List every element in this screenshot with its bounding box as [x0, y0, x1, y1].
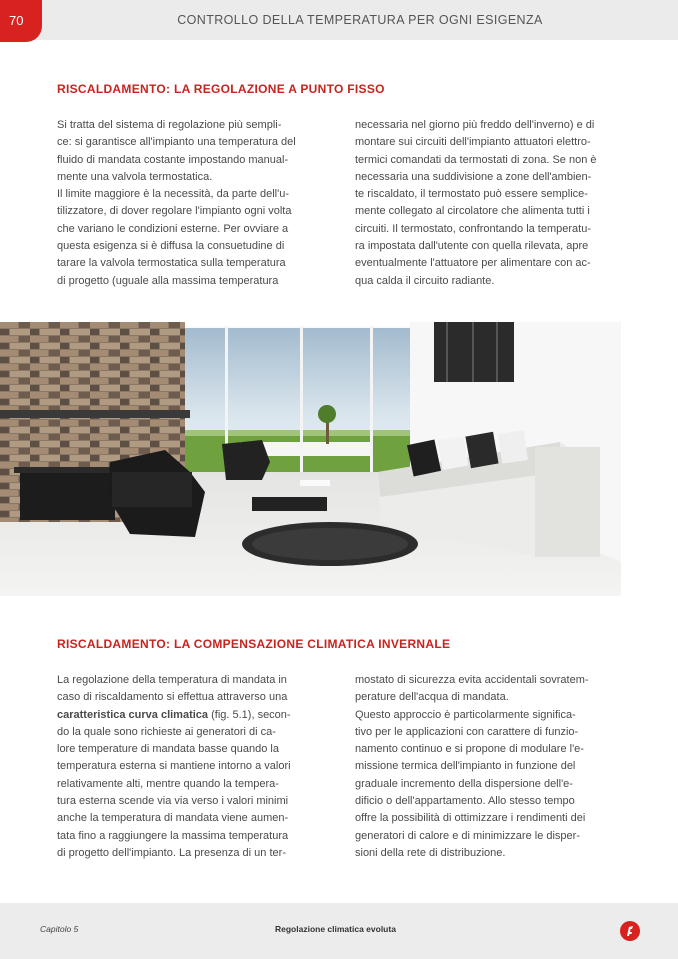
text-line: Questo approccio è particolarmente significa- — [355, 708, 576, 721]
living-room-photo — [0, 322, 621, 596]
text-fragment: (fig. 5.1), secon- — [208, 708, 291, 721]
text-line: graduale incremento della dispersione dell'e- — [355, 777, 573, 790]
text-line: eventualmente l'attuatore per alimentare con ac- — [355, 257, 591, 270]
text-line: qua calda il circuito radiante. — [355, 274, 495, 287]
text-line: montare sui circuiti dell'impianto attuatori elettro- — [355, 136, 591, 149]
text-line: tura esterna scende via via verso i valori minimi — [57, 795, 289, 808]
section-heading-fixed-point: RISCALDAMENTO: LA REGOLAZIONE A PUNTO FISSO — [57, 82, 385, 96]
text-line: necessaria una suddivisione a zone dell'ambien- — [355, 170, 592, 183]
text-line: do la quale sono richieste ai generatori di ca- — [57, 725, 276, 738]
text-line: namento continuo e si propone di modulare l'e- — [355, 743, 584, 756]
text-line: circuiti. Il termostato, confrontando la temperatu- — [355, 222, 591, 235]
page-footer — [0, 903, 678, 959]
text-line: ra impostata dall'utente con quella rilevata, apre — [355, 240, 589, 253]
section2-left-column — [57, 672, 322, 862]
text-line: tata fino a raggiungere la massima temperatura — [57, 829, 289, 842]
section2-right-column — [355, 672, 621, 862]
text-line: mente una valvola termostatica. — [57, 170, 213, 183]
text-line: tarare la valvola termostatica sulla temperatura — [57, 257, 286, 270]
brand-logo-icon — [620, 921, 640, 941]
bold-term: caratteristica curva climatica — [57, 708, 209, 721]
text-line: di progetto (uguale alla massima temperatura — [57, 274, 279, 287]
section-heading-climatic-compensation: RISCALDAMENTO: LA COMPENSAZIONE CLIMATICA INVERNALE — [57, 637, 451, 651]
text-line: sioni della rete di distribuzione. — [355, 846, 506, 859]
text-line: necessaria nel giorno più freddo dell'inverno) e di — [355, 119, 595, 131]
text-line: mente collegato al circolatore che alimenta tutti i — [355, 205, 590, 218]
page-number-badge: 70 — [0, 0, 42, 42]
text-line: offre la possibilità di ottimizzare i rendimenti dei — [355, 812, 586, 825]
text-line: di progetto dell'impianto. La presenza di un ter- — [57, 846, 286, 859]
text-line: anche la temperatura di mandata viene aumen- — [57, 812, 289, 825]
text-line: che variano le condizioni esterne. Per ovviare a — [57, 222, 289, 235]
text-line — [57, 707, 322, 724]
text-line: dificio o dell'appartamento. Allo stesso tempo — [355, 795, 575, 808]
text-line: perature dell'acqua di mandata. — [355, 691, 509, 704]
text-line: La regolazione della temperatura di mandata in — [57, 674, 287, 686]
text-line: lore temperature di mandata basse quando la — [57, 743, 279, 756]
text-line: mostato di sicurezza evita accidentali sovratem- — [355, 674, 589, 686]
text-line: ce: si garantisce all'impianto una temperatura del — [57, 136, 296, 149]
text-line: tilizzatore, di dover regolare l'impianto ogni volta — [57, 205, 292, 218]
text-line: Si tratta del sistema di regolazione più sempli- — [57, 119, 282, 131]
running-title: CONTROLLO DELLA TEMPERATURA PER OGNI ESIGENZA — [177, 13, 543, 27]
text-line: missione termica dell'impianto in funzione del — [355, 760, 576, 773]
section1-right-column — [355, 117, 621, 290]
text-line: tivo per le applicazioni con carattere di funzio- — [355, 725, 579, 738]
text-line: questa esigenza si è diffusa la consuetudine di — [57, 240, 285, 253]
text-line: generatori di calore e di minimizzare le disper- — [355, 829, 580, 842]
text-line: relativamente alti, mentre quando la tempera- — [57, 777, 279, 790]
text-line: caso di riscaldamento si effettua attraverso una — [57, 691, 288, 704]
text-line: fluido di mandata costante impostando manual- — [57, 153, 289, 166]
text-line: te riscaldato, il termostato può essere semplice- — [355, 188, 588, 201]
chapter-label: Capitolo 5 — [40, 924, 79, 934]
text-line: termici comandati da termostati di zona. Se non è — [355, 153, 597, 166]
page-header — [0, 0, 678, 40]
section1-left-column — [57, 117, 322, 290]
text-line: Il limite maggiore è la necessità, da parte dell'u- — [57, 188, 289, 201]
text-line: temperatura esterna si mantiene intorno a valori — [57, 760, 291, 773]
book-title: Regolazione climatica evoluta — [275, 924, 396, 934]
